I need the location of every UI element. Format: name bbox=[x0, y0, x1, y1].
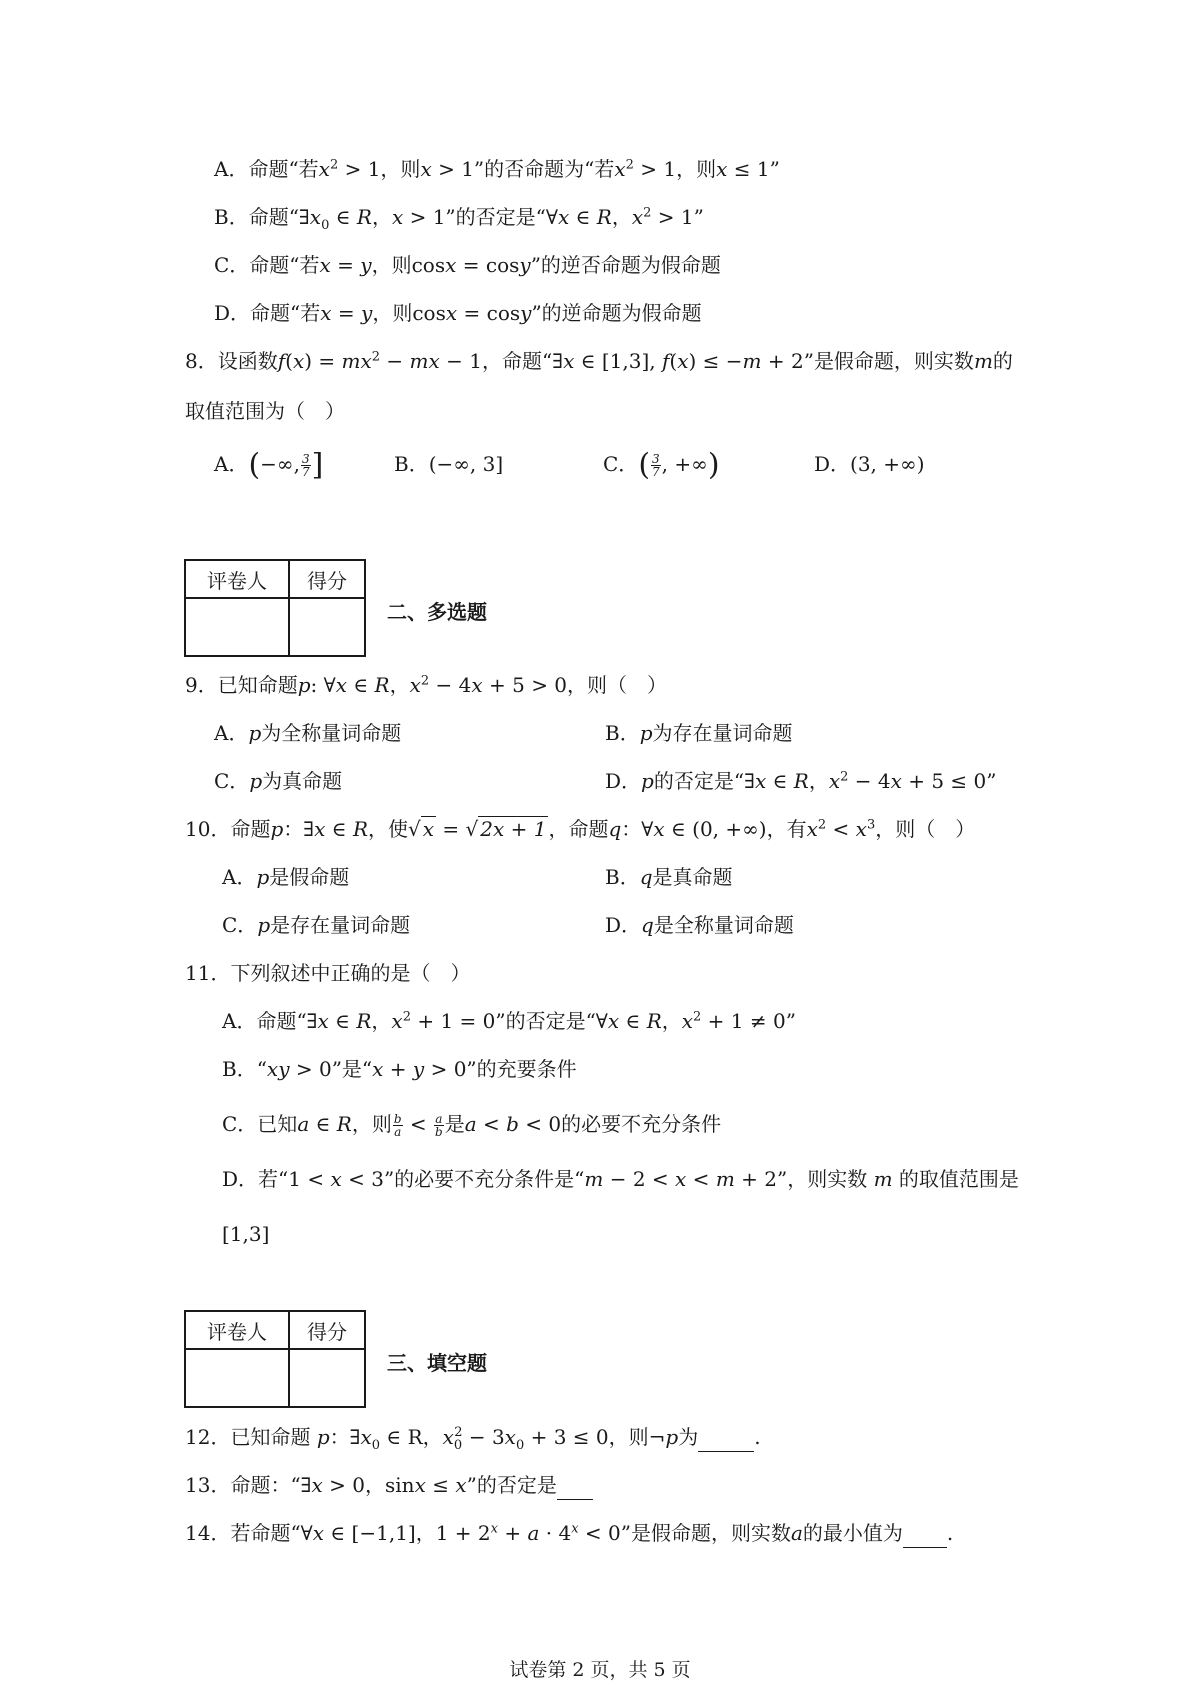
q11-option-d-line1: D．若“1 < x < 3”的必要不充分条件是“m − 2 < x < m + 2”，则实数 m 的取值范围是 bbox=[222, 1167, 1019, 1191]
q13: 13．命题：“∃x > 0，sinx ≤ x”的否定是 bbox=[185, 1471, 593, 1500]
q7-option-c: C．命题“若x = y，则cosx = cosy”的逆否命题为假命题 bbox=[214, 253, 721, 277]
score-cell bbox=[289, 598, 365, 656]
grader-label: 评卷人 bbox=[185, 1311, 289, 1349]
q10-stem: 10．命题p：∃x ∈ R，使√ x = √ 2x + 1 ，命题q：∀x ∈ (0, +∞)，有$x^2 < x^3$，则（ ） bbox=[185, 817, 976, 841]
q7-option-d: D．命题“若x = y，则cosx = cosy”的逆命题为假命题 bbox=[214, 301, 702, 325]
grader-cell bbox=[185, 598, 289, 656]
q11-option-d-line2: [1,3] bbox=[222, 1222, 270, 1246]
q11-option-c: C．已知a ∈ R，则 $\frac{b}{a}$ < $\frac{a}{b}$ 是a < b < 0的必要不充分条件 bbox=[222, 1112, 722, 1139]
q8-option-c: C．( $\frac{3}{7}$ , +∞) bbox=[603, 447, 720, 483]
q8-stem-line1: 8．设函数$f(x) = mx^2$ − mx − 1，命题“∃x ∈ [1,3], f(x) ≤ −m + 2”是假命题，则实数m的 bbox=[185, 349, 1013, 373]
q7-option-b: B．命题“$\exists x_0$ ∈ R，x > 1”的否定是“∀x ∈ R，$x^2 > 1$” bbox=[214, 205, 704, 233]
q8-option-d: D．(3, +∞) bbox=[814, 452, 925, 476]
q9-option-d: D．p的否定是“∃x ∈ R，$x^2 - 4x + 5 \le 0$” bbox=[605, 769, 997, 793]
q10-option-c: C．p是存在量词命题 bbox=[222, 913, 411, 937]
section-title-multiple-choice: 二、多选题 bbox=[387, 600, 487, 624]
score-label: 得分 bbox=[289, 1311, 365, 1349]
q11-option-b: B．“xy > 0”是“x + y > 0”的充要条件 bbox=[222, 1057, 577, 1081]
score-box-section3 bbox=[184, 1310, 366, 1408]
q9-option-c: C．p为真命题 bbox=[214, 769, 343, 793]
q9-option-b: B．p为存在量词命题 bbox=[605, 721, 793, 745]
score-cell bbox=[289, 1349, 365, 1407]
q7-option-a: A．命题“若$x^2 > 1$，则x > 1”的否命题为“若$x^2 > 1$，则x ≤ 1” bbox=[214, 157, 780, 181]
score-box-section2 bbox=[184, 559, 366, 657]
grader-label: 评卷人 bbox=[185, 560, 289, 598]
q10-option-d: D．q是全称量词命题 bbox=[605, 913, 794, 937]
q11-stem: 11．下列叙述中正确的是（ ） bbox=[185, 961, 471, 985]
page-footer: 试卷第 2 页，共 5 页 bbox=[509, 1659, 691, 1681]
q11-option-a: A．命题“∃x ∈ R，$x^2 + 1 = 0$”的否定是“∀x ∈ R，$x^2 + 1 \ne 0$” bbox=[222, 1009, 796, 1033]
q12: 12．已知命题 p：$\exists x_0$ ∈ R，$x_0^2 - 3x_0 + 3 \le 0$，则¬p为 . bbox=[185, 1425, 761, 1453]
q8-option-a: A．(−∞, $\frac{3}{7}$ ] bbox=[214, 447, 324, 483]
section-title-fill-in: 三、填空题 bbox=[387, 1351, 487, 1375]
q10-option-b: B．q是真命题 bbox=[605, 865, 733, 889]
q9-option-a: A．p为全称量词命题 bbox=[214, 721, 402, 745]
q9-stem: 9．已知命题p: ∀x ∈ R，$x^2 - 4x + 5 > 0$，则（ ） bbox=[185, 673, 668, 697]
q8-stem-line2: 取值范围为（ ） bbox=[185, 399, 345, 423]
q14: 14．若命题“∀x ∈ [−1,1]，$1 + 2^x + a \cdot 4^x < 0$”是假命题，则实数a的最小值为 . bbox=[185, 1519, 953, 1548]
q10-option-a: A．p是假命题 bbox=[222, 865, 350, 889]
score-label: 得分 bbox=[289, 560, 365, 598]
grader-cell bbox=[185, 1349, 289, 1407]
q8-option-b: B．(−∞, 3] bbox=[394, 452, 504, 476]
